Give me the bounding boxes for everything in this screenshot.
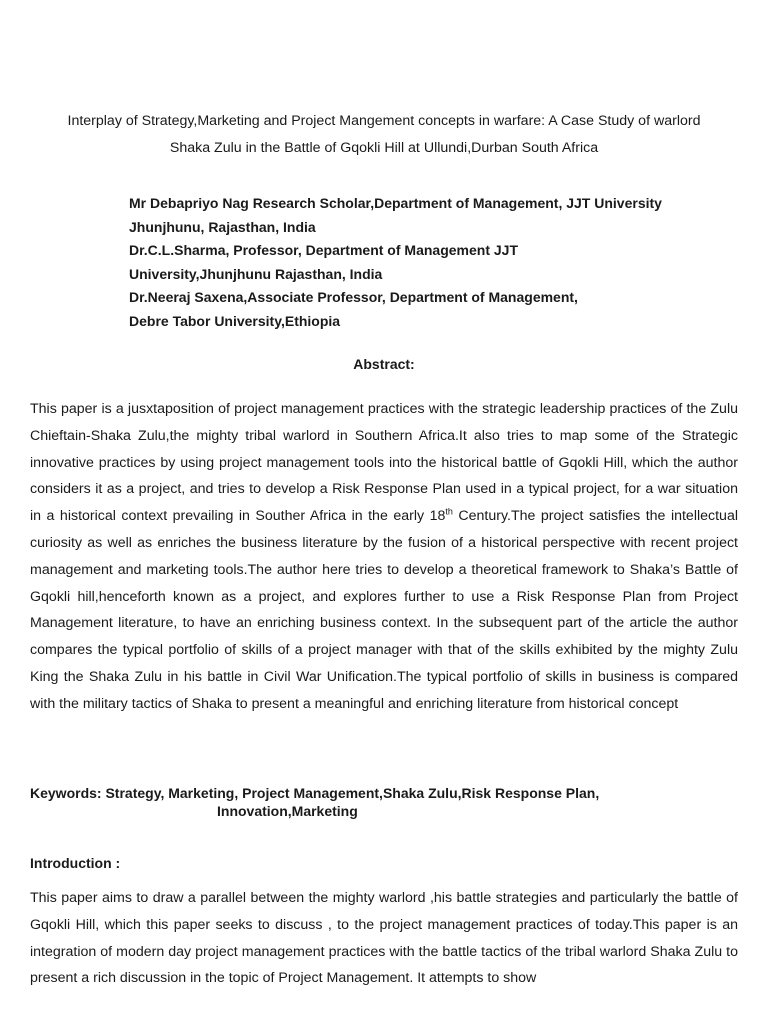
paper-title [30,108,738,162]
ordinal-superscript: th [445,506,453,517]
author-line: University,Jhunjhunu Rajasthan, India [129,265,383,282]
author-line: Dr.Neeraj Saxena,Associate Professor, Department of Management, [129,289,578,305]
author-line: Mr Debapriyo Nag Research Scholar,Department of Management, JJT University [129,195,662,211]
keywords-block [30,784,738,820]
abstract-text-part-1: This paper is a jusxtaposition of project management practices with the strategic leadership practices of the Zulu Chieftain-Shaka Zulu,the mighty tribal warlord in Southern Africa.It also tries to map some of the Strategic innovative practices by using project management tools into the historical battle of Gqokli Hill, which the author considers it as a project, and tries to develop a Risk Response Plan used in a typical project, for a war situation in a historical context prevailing in Souther Africa in the early 18 [30,401,738,525]
abstract-paragraph [30,396,738,718]
author-line: Debre Tabor University,Ethiopia [129,312,341,329]
author-block [129,192,729,333]
abstract-heading: Abstract: [353,356,415,372]
introduction-heading: Introduction : [30,855,121,871]
keywords-line-1: Keywords: Strategy, Marketing, Project Management,Shaka Zulu,Risk Response Plan, [30,785,600,801]
keywords-line-2: Innovation,Marketing [217,803,358,819]
author-line: Dr.C.L.Sharma, Professor, Department of Management JJT [129,242,518,258]
abstract-text-part-2: Century.The project satisfies the intellectual curiosity as well as enriches the business literature by the fusion of a historical perspective with recent project management and marketing tools.The author here tries to develop a theoretical framework to Shaka’s Battle of Gqokli hill,henceforth known as a project, and explores further to use a Risk Response Plan from Project Management literature, to have an enriching business context. In the subsequent part of the article the author compares the typical portfolio of skills of a project manager with that of the skills exhibited by the mighty Zulu King the Shaka Zulu in his battle in Civil War Unification.The typical portfolio of skills in business is compared with the military tactics of Shaka to present a meaningful and enriching literature from historical concept [30,508,738,712]
title-line-1: Interplay of Strategy,Marketing and Project Mangement concepts in warfare: A Case Study of warlord [67,113,701,129]
introduction-paragraph: This paper aims to draw a parallel between the mighty warlord ,his battle strategies and particularly the battle of Gqokli Hill, which this paper seeks to discuss , to the project management practices of today.This paper is an integration of modern day project management practices with the battle tactics of the tribal warlord Shaka Zulu to present a rich discussion in the topic of Project Management. It attempts to show [30,890,738,987]
title-line-2: Shaka Zulu in the Battle of Gqokli Hill at Ullundi,Durban South Africa [169,140,599,156]
author-line: Jhunjhunu, Rajasthan, India [129,218,316,235]
